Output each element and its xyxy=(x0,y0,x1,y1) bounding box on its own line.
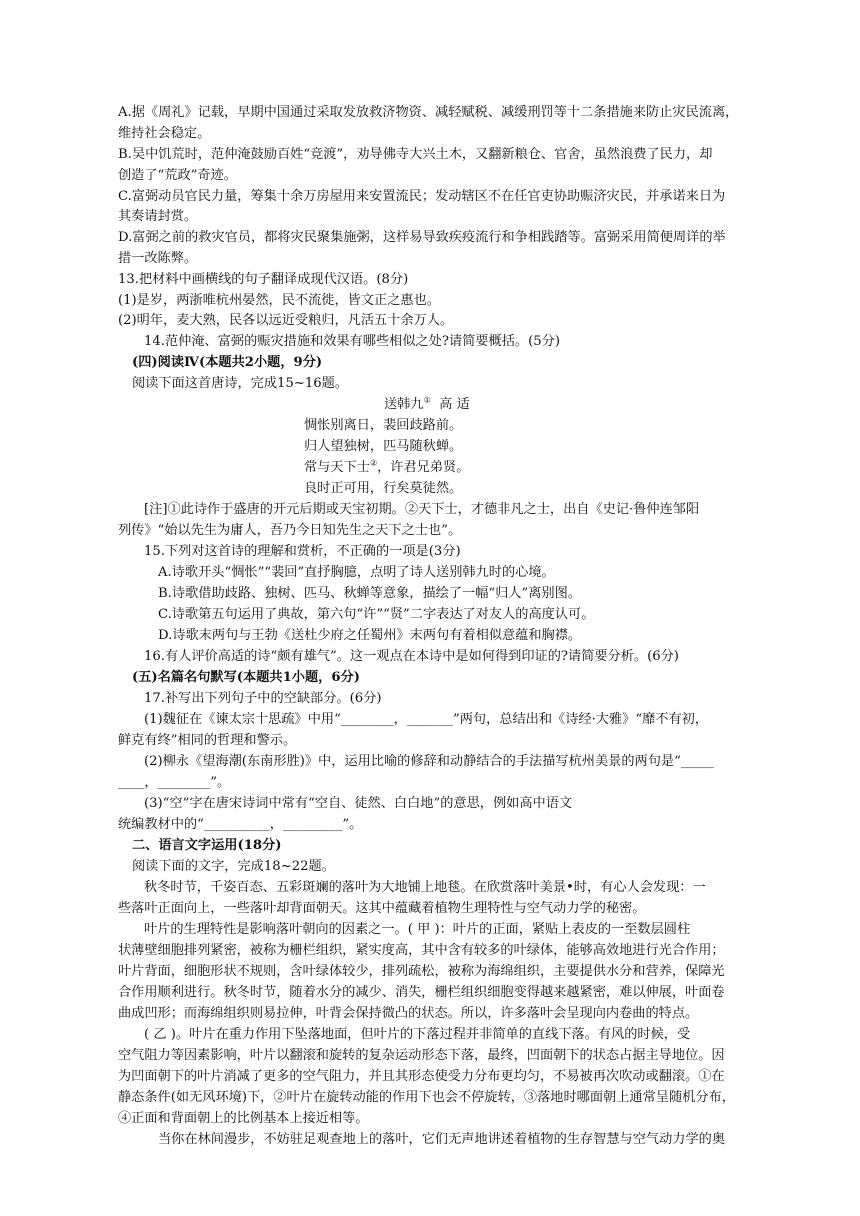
question-17-part-2-line2: ____，________”。 xyxy=(118,775,231,790)
poem-notes-line2: 列传》“始以先生为庸人，吾乃今日知先生之天下之士也”。 xyxy=(118,523,462,538)
option-a-line2: 维持社会稳定。 xyxy=(118,126,211,141)
option-d-line1: D.富弼之前的救灾官员，都将灾民聚集施粥，这样易导致疾疫流行和争相践踏等。富弼采用简便周详的举 xyxy=(118,230,726,245)
poem-title-line xyxy=(384,395,470,415)
question-17-part-3-line1: (3)“空”字在唐宋诗词中常有“空自、徒然、白白地”的意思，例如高中语文 xyxy=(144,796,573,811)
question-17-part-1-line2: 鲜克有终”相同的哲理和警示。 xyxy=(118,733,297,748)
option-c-line2: 其奏请封赏。 xyxy=(118,209,198,224)
poem-line-4: 良时正可用，行矣莫徒然。 xyxy=(304,481,463,496)
passage-para-3-line5: ④正面和背面朝上的比例基本上接近相等。 xyxy=(118,1111,369,1126)
option-b-line1: B.吴中饥荒时，范仲淹鼓励百姓“竞渡”，劝导佛寺大兴土木，又翻新粮仓、官舍，虽然浪费了民力，却 xyxy=(118,147,713,162)
question-14: 14.范仲淹、富弼的赈灾措施和效果有哪些相似之处?请简要概括。(5分) xyxy=(144,334,560,349)
passage-para-2-line5: 曲成凹形；而海绵组织则易拉伸，叶背会保持微凸的状态。所以，许多落叶会呈现向内卷曲的特点。 xyxy=(118,1006,699,1021)
poem-line-2: 归人望独树，匹马随秋蝉。 xyxy=(304,439,463,454)
question-15-option-a: A.诗歌开头“惆怅”“裴回”直抒胸臆，点明了诗人送别韩九时的心境。 xyxy=(158,565,555,580)
poem-line-3-part-2: ，许君兄弟贤。 xyxy=(377,460,470,475)
question-15-option-c: C.诗歌第五句运用了典故，第六句“许”“贤”二字表达了对友人的高度认可。 xyxy=(158,607,595,622)
section-4-intro: 阅读下面这首唐诗，完成15~16题。 xyxy=(132,376,349,391)
option-c-line1: C.富弼动员官民力量，筹集十余万房屋用来安置流民；发动辖区不在任官吏协助赈济灾民，并承诺来日为 xyxy=(118,189,726,204)
passage-para-1-line2: 些落叶正面向上，一些落叶却背面朝天。这其中蕴藏着植物生理特性与空气动力学的秘密。 xyxy=(118,901,646,916)
question-16: 16.有人评价高适的诗“颇有雄气”。这一观点在本诗中是如何得到印证的?请简要分析。(6分) xyxy=(144,649,679,664)
question-15-stem: 15.下列对这首诗的理解和赏析，不正确的一项是(3分) xyxy=(144,544,461,559)
passage-para-2-line4: 合作用顺利进行。秋冬时节，随着水分的减少、消失，栅栏组织细胞变得越来越紧密，难以伸展，叶面卷 xyxy=(118,985,725,1000)
poem-line-3 xyxy=(304,458,469,478)
question-17-part-3-line2: 统编教材中的“__________，_________”。 xyxy=(118,817,363,832)
option-b-line2: 创造了“荒政”奇迹。 xyxy=(118,168,237,183)
poem-line-1: 惆怅别离日，裴回歧路前。 xyxy=(304,418,463,433)
passage-para-2-line3: 叶片背面，细胞形状不规则，含叶绿体较少，排列疏松，被称为海绵组织，主要提供水分和营养，保障光 xyxy=(118,964,725,979)
poem-title: 送韩九 xyxy=(384,397,424,412)
poem-author: 高 适 xyxy=(439,397,470,412)
passage-para-3-line3: 为凹面朝下的叶片消减了更多的空气阻力，并且其形态使受力分布更均匀，不易被再次吹动或翻滚。①在 xyxy=(118,1069,725,1084)
passage-para-3-line4: 静态条件(如无风环境)下，②叶片在旋转动能的作用下也会不停旋转，③落地时哪面朝上通常呈随机分布， xyxy=(118,1090,735,1105)
poem-notes-line1: [注]①此诗作于盛唐的开元后期或天宝初期。②天下士，才德非凡之士，出自《史记·鲁仲连邹阳 xyxy=(144,502,700,517)
question-13-stem: 13.把材料中画横线的句子翻译成现代汉语。(8分) xyxy=(118,272,409,287)
section-5-heading: (五)名篇名句默写(本题共1小题，6分) xyxy=(132,670,360,685)
question-17-part-1-line1: (1)魏征在《谏太宗十思疏》中用“________，_______”两句，总结出和《诗经·大雅》“靡不有初， xyxy=(144,712,709,727)
part-2-intro: 阅读下面的文字，完成18~22题。 xyxy=(132,859,335,874)
passage-para-3-line1: ( 乙 )。叶片在重力作用下坠落地面，但叶片的下落过程并非简单的直线下落。有风的时候，受 xyxy=(144,1027,691,1042)
question-13-sentence-2: (2)明年，麦大熟，民各以远近受粮归，凡活五十余万人。 xyxy=(118,313,454,328)
passage-para-2-line2: 状薄壁细胞排列紧密，被称为栅栏组织，紧实度高，其中含有较多的叶绿体，能够高效地进行光合作用； xyxy=(118,943,725,958)
poem-line-3-part-1: 常与天下士 xyxy=(304,460,370,475)
question-17-part-2-line1: (2)柳永《望海潮(东南形胜)》中，运用比喻的修辞和动静结合的手法描写杭州美景的两句是“_____ xyxy=(144,754,714,769)
section-4-heading: (四)阅读Ⅳ(本题共2小题，9分) xyxy=(132,355,323,370)
poem-note-mark: ① xyxy=(423,395,431,405)
passage-para-3-line2: 空气阻力等因素影响，叶片以翻滚和旋转的复杂运动形态下落，最终，凹面朝下的状态占据主导地位。因 xyxy=(118,1048,725,1063)
option-a-line1: A.据《周礼》记载，早期中国通过采取发放救济物资、减轻赋税、减缓刑罚等十二条措施来防止灾民流离， xyxy=(118,105,739,120)
passage-para-1-line1: 秋冬时节，千姿百态、五彩斑斓的落叶为大地铺上地毯。在欣赏落叶美景•时，有心人会发现：一 xyxy=(144,880,706,895)
question-17-stem: 17.补写出下列句子中的空缺部分。(6分) xyxy=(144,691,382,706)
option-d-line2: 措一改陈弊。 xyxy=(118,251,198,266)
passage-para-4-line1: 当你在林间漫步，不妨驻足观查地上的落叶，它们无声地讲述着植物的生存智慧与空气动力学的奥 xyxy=(158,1132,726,1147)
question-15-option-d: D.诗歌末两句与王勃《送杜少府之任蜀州》末两句有着相似意蕴和胸襟。 xyxy=(158,628,582,643)
question-15-option-b: B.诗歌借助歧路、独树、匹马、秋蝉等意象，描绘了一幅“归人”离别图。 xyxy=(158,586,581,601)
part-2-heading: 二、语言文字运用(18分) xyxy=(132,838,282,853)
poem-note-mark-2: ② xyxy=(369,458,378,468)
question-13-sentence-1: (1)是岁，两浙唯杭州晏然，民不流徙，皆文正之惠也。 xyxy=(118,293,440,308)
passage-para-2-line1: 叶片的生理特性是影响落叶朝向的因素之一。( 甲 )：叶片的正面，紧贴上表皮的一至数层圆柱 xyxy=(144,922,691,937)
